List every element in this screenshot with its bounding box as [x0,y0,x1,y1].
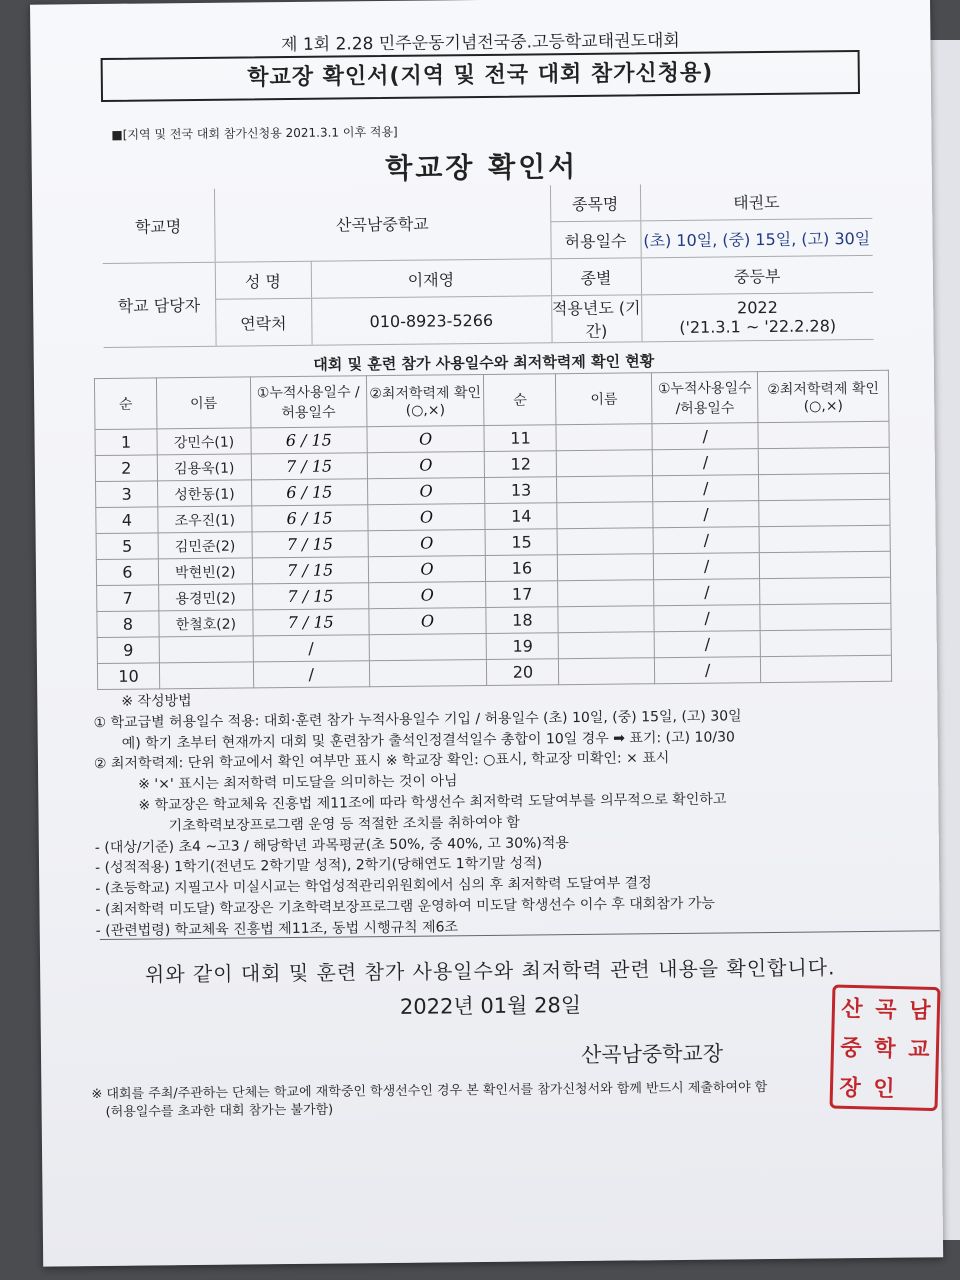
student-name: 박현빈(2) [158,558,252,585]
academic-check [758,447,889,474]
academic-check [759,551,890,578]
academic-check [760,655,891,682]
student-name [159,636,253,663]
days-used: 6 / 15 [251,479,367,506]
academic-check: O [367,503,485,530]
col-header: ②최저학력제 확인(○,×) [366,374,484,426]
confirmation-statement: 위와 같이 대회 및 훈련 참가 사용일수와 최저학력 관련 내용을 확인합니다. [144,955,836,987]
school-value: 산곡남중학교 [214,185,551,262]
academic-check [759,525,890,552]
document-page [30,0,943,1267]
row-number: 3 [96,481,158,508]
student-name [559,632,655,659]
event-title: 제 1회 2.28 민주운동기념전국중.고등학교태권도대회 [280,30,680,56]
days-used: / [253,661,369,688]
days-used: / [654,579,760,606]
days-used: 6 / 15 [251,427,367,454]
days-used: / [653,475,759,502]
days-used: 7 / 15 [251,453,367,480]
name-label: 성 명 [215,261,311,299]
section-title: 대회 및 훈련 참가 사용일수와 최저학력제 확인 현황 [313,352,655,374]
allowed-value: (초) 10일, (중) 15일, (고) 30일 [640,218,872,257]
days-used: / [652,449,758,476]
instruction-line: - (대상/기준) 초4 ~고3 / 해당학년 과목평균(초 50%, 중 40%, 고 30%)적용 [94,834,569,856]
student-name [559,658,655,685]
sport-value: 태권도 [640,182,872,221]
instruction-line: - (초등학교) 지필고사 미실시교는 학업성적관리위원회에서 심의 후 최저학력 도달여부 결정 [95,875,652,898]
student-name: 한철호(2) [159,610,253,637]
instruction-line: 기초학력보장프로그램 운영 등 적절한 조치를 취하여야 함 [168,814,520,835]
academic-check [759,499,890,526]
row-number: 20 [487,659,559,686]
days-used: 7 / 15 [253,609,369,636]
days-used: / [653,501,759,528]
info-table [102,182,874,348]
academic-check: O [368,529,486,556]
days-used: / [654,631,760,658]
sport-label: 종목명 [550,184,640,221]
allowed-label: 허용일수 [550,221,640,259]
col-header: ①누적사용일수 /허용일수 [250,376,366,428]
row-number: 19 [487,633,559,660]
days-used: 7 / 15 [252,557,368,584]
school-label: 학교명 [102,189,215,264]
year-cell [641,292,873,341]
col-header: 이름 [156,377,250,429]
col-header: 순 [94,378,156,430]
participant-rows [95,421,892,689]
academic-check: O [368,607,486,634]
instruction-line: ※ 학교장은 학교체육 진흥법 제11조에 따라 학생선수 최저학력 도달여부를 의무적으로 확인하고 [138,791,727,814]
category-label: 종별 [551,258,641,296]
col-header: 순 [484,374,556,426]
days-used: / [653,527,759,554]
period-value: ('21.3.1 ~ '22.2.28) [679,316,837,337]
row-number: 2 [95,455,157,482]
academic-check [758,421,889,448]
row-number: 7 [97,585,159,612]
row-number: 17 [486,581,558,608]
days-used: / [652,423,758,450]
row-number: 9 [97,637,159,664]
row-number: 4 [96,507,158,534]
student-name [558,580,654,607]
student-name [557,450,653,477]
student-name [558,606,654,633]
academic-check: O [368,581,486,608]
academic-check [759,473,890,500]
academic-check [369,633,487,660]
student-name [557,502,653,529]
col-header: 이름 [556,373,652,425]
days-used: 6 / 15 [252,505,368,532]
student-name: 성한동(1) [157,480,251,507]
instruction-line: 예) 학기 초부터 현재까지 대회 및 훈련참가 출석인정결석일수 총합이 10일 경우 ➡ 표기: (고) 10/30 [121,728,735,752]
footer-line: ※ 대회를 주최/주관하는 단체는 학교에 재학중인 학생선수인 경우 본 확인서를 참가신청서와 함께 반드시 제출하여야 함 [91,1080,768,1103]
student-name: 조우진(1) [158,506,252,533]
student-name [557,528,653,555]
academic-check: O [368,555,486,582]
official-seal: 산 곡 남 중 학 교 장 인 [829,985,940,1112]
academic-check [760,629,891,656]
name-value: 이재영 [311,259,551,299]
row-number: 11 [484,425,556,452]
row-number: 18 [486,607,558,634]
footer-notice [91,1077,921,1122]
row-number: 16 [486,555,558,582]
row-number: 10 [97,663,159,690]
issue-date: 2022년 01월 28일 [399,992,582,1019]
days-used: / [253,635,369,662]
col-header: ①누적사용일수 /허용일수 [652,372,758,424]
instruction-line: ② 최저학력제: 단위 학교에서 확인 여부만 표시 ※ 학교장 확인: ○표시, 학교장 미확인: × 표시 [93,750,670,773]
col-header: ②최저학력제 확인(○,×) [758,370,889,422]
student-name [558,554,654,581]
row-number: 14 [485,503,557,530]
academic-check: O [367,425,485,452]
row-number: 12 [485,451,557,478]
instruction-line: - (성적적용) 1학기(전년도 2학기말 성적), 2학기(당해연도 1학기말 성적) [94,855,543,877]
student-name: 용경민(2) [159,584,253,611]
academic-check [760,577,891,604]
days-used: / [654,553,760,580]
year-label: 적용년도 (기간) [551,295,641,343]
instruction-line: - (관련법령) 학교체육 진흥법 제11조, 동법 시행규칙 제6조 [95,919,459,939]
student-name [159,662,253,689]
row-number: 15 [486,529,558,556]
instruction-line: ① 학교급별 허용일수 적용: 대회·훈련 참가 누적사용일수 기입 / 허용일수 (초) 10일, (중) 15일, (고) 30일 [93,708,742,731]
row-number: 13 [485,477,557,504]
signer-name: 산곡남중학교장 [580,1041,724,1067]
instructions-title: ※ 작성방법 [121,693,192,710]
row-number: 8 [97,611,159,638]
document-title: 학교장 확인서 [385,149,579,186]
academic-check: O [367,477,485,504]
footer-line: (허용일수를 초과한 대회 참가는 불가함) [105,1102,334,1120]
days-used: 7 / 15 [252,583,368,610]
boxed-title: 학교장 확인서(지역 및 전국 대회 참가신청용) [101,50,860,102]
student-name [557,476,653,503]
instruction-line: ※ '×' 표시는 최저학력 미도달을 의미하는 것이 아님 [138,773,458,793]
year-value: 2022 [737,297,778,318]
academic-check [369,659,487,686]
days-used: / [654,605,760,632]
student-name: 강민수(1) [157,428,251,455]
form-note: ■[지역 및 전국 대회 참가신청용 2021.3.1 이후 적용] [111,124,398,142]
row-number: 6 [96,559,158,586]
days-used: / [655,657,761,684]
participant-table [94,370,892,690]
row-number: 5 [96,533,158,560]
contact-label: 연락처 [215,298,311,346]
category-value: 중등부 [641,255,873,294]
student-name: 김민준(2) [158,532,252,559]
row-number: 1 [95,429,157,456]
student-name [556,424,652,451]
academic-check [760,603,891,630]
academic-check: O [367,451,485,478]
contact-value: 010-8923-5266 [311,296,551,346]
writing-instructions [93,683,926,941]
days-used: 7 / 15 [252,531,368,558]
student-name: 김용욱(1) [157,454,251,481]
manager-label: 학교 담당자 [103,262,216,347]
instruction-line: - (최저학력 미도달) 학교장은 기초학력보장프로그램 운영하여 미도달 학생선수 이수 후 대회참가 가능 [95,895,715,919]
